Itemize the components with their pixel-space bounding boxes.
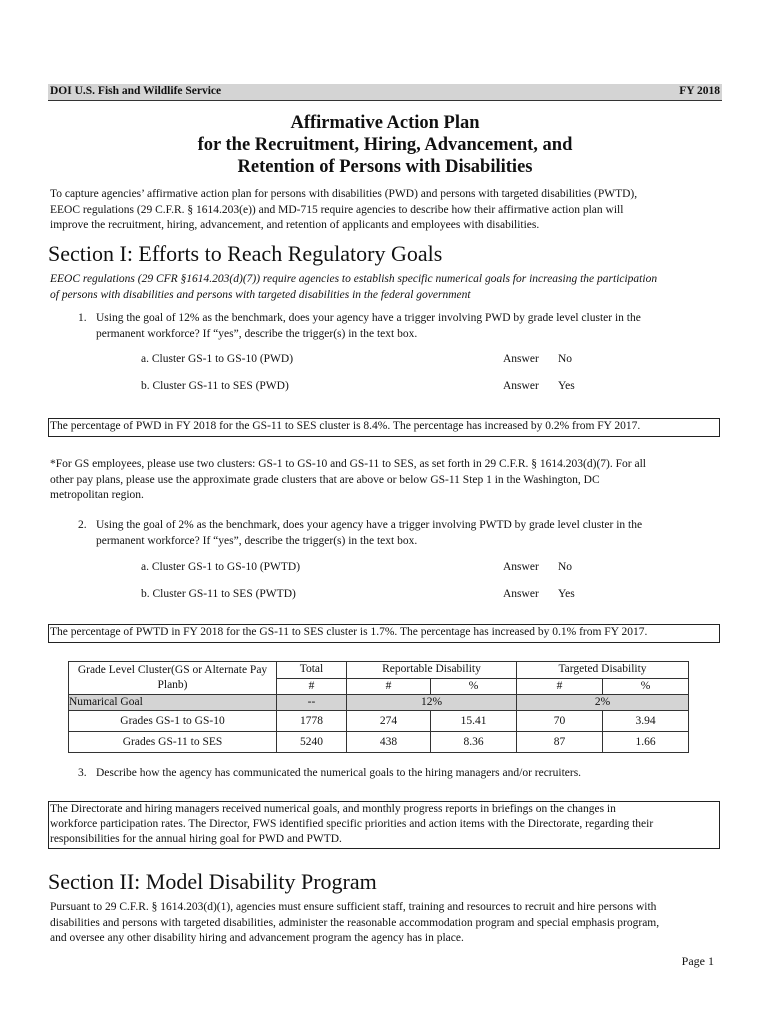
intro-line-2: EEOC regulations (29 C.F.R. § 1614.203(e)) and MD-715 require agencies to describe how their affirmative action plan will [50, 203, 624, 216]
agency-name: DOI U.S. Fish and Wildlife Service [50, 85, 222, 97]
subheader-reportable-pct: % [431, 678, 517, 695]
intro-line-1: To capture agencies’ affirmative action plan for persons with disabilities (PWD) and persons with targeted disabilities (PWTD), [50, 188, 638, 200]
question-3-number: 3. [78, 767, 87, 779]
question-1-line-1: Using the goal of 12% as the benchmark, does your agency have a trigger involving PWD by grade level cluster in the [96, 312, 641, 324]
title-line-2: for the Recruitment, Hiring, Advancement, and [197, 135, 573, 155]
q1-text-box[interactable]: The percentage of PWD in FY 2018 for the GS-11 to SES cluster is 8.4%. The percentage has increased by 0.2% from FY 2017. [48, 418, 720, 437]
goal-targeted: 2% [517, 695, 689, 711]
header-cluster-line-1: Grade Level Cluster(GS or Alternate Pay [77, 664, 268, 676]
section-2-line-1: Pursuant to 29 C.F.R. § 1614.203(d)(1), agencies must ensure sufficient staff, training and resources to recruit and hire persons with [50, 901, 657, 913]
q2-text-box[interactable]: The percentage of PWTD in FY 2018 for the GS-11 to SES cluster is 1.7%. The percentage has increased by 0.1% from FY 2017. [48, 624, 720, 643]
q3-box-line-1: The Directorate and hiring managers received numerical goals, and monthly progress reports in briefings on the changes in [50, 803, 616, 815]
section-2-heading: Section II: Model Disability Program [48, 869, 377, 894]
subheader-targeted-pct: % [603, 678, 689, 695]
row-cluster: Grades GS-11 to SES [69, 732, 277, 753]
question-1-line-2: permanent workforce? If “yes”, describe the trigger(s) in the text box. [96, 327, 418, 340]
q1-item-a-label: a. Cluster GS-1 to GS-10 (PWD) [141, 353, 294, 365]
question-1 [78, 311, 718, 343]
footnote-line-3: metropolitan region. [50, 489, 144, 501]
header-targeted: Targeted Disability [517, 662, 689, 679]
page-number: Page 1 [681, 954, 714, 968]
question-1-number: 1. [78, 312, 87, 324]
row-targeted-num[interactable]: 87 [517, 732, 603, 753]
document-title [0, 112, 770, 178]
question-2 [78, 518, 718, 550]
row-targeted-pct[interactable]: 3.94 [603, 711, 689, 732]
subheader-total-num: # [277, 678, 347, 695]
q3-box-line-2: workforce participation rates. The Director, FWS identified specific priorities and action items with the Directorate, regarding their [50, 818, 654, 830]
goal-label: Numarical Goal [69, 695, 277, 711]
table-row [69, 732, 689, 753]
q1-item-a-answer-label: Answer [503, 353, 539, 365]
numerical-goals-table [68, 661, 689, 753]
q2-item-b-answer[interactable]: Yes [558, 588, 575, 600]
q1-item-a-answer[interactable]: No [558, 353, 573, 365]
intro-line-3: improve the recruitment, hiring, advancement, and retention of applicants and employees with disabilities. [50, 219, 540, 231]
section-1-subtitle [50, 272, 722, 303]
question-3 [78, 766, 718, 782]
footnote-paragraph [50, 457, 722, 504]
q2-item-a-answer[interactable]: No [558, 561, 573, 573]
footnote-line-1: *For GS employees, please use two clusters: GS-1 to GS-10 and GS-11 to SES, as set forth in 29 C.F.R. § 1614.203(d)(7). For all [50, 458, 646, 470]
row-total[interactable]: 1778 [277, 711, 347, 732]
q3-text-box[interactable] [48, 801, 720, 849]
intro-paragraph [50, 187, 722, 234]
q2-item-b-answer-label: Answer [503, 588, 539, 600]
row-targeted-num[interactable]: 70 [517, 711, 603, 732]
section-2-line-2: disabilities and persons with targeted disabilities, administer the reasonable accommodation program and special emphasis program, [50, 916, 660, 929]
title-line-3: Retention of Persons with Disabilities [237, 157, 533, 177]
header-cluster-line-2: Planb) [157, 679, 188, 691]
q1-item-b-answer[interactable]: Yes [558, 380, 575, 392]
document-header-bar [48, 84, 722, 101]
section-1-subtitle-line-2: of persons with disabilities and persons with targeted disabilities in the federal government [50, 288, 471, 301]
row-reportable-pct[interactable]: 15.41 [431, 711, 517, 732]
question-2-number: 2. [78, 519, 87, 531]
goal-row [69, 695, 689, 711]
header-cluster [69, 662, 277, 695]
subheader-reportable-num: # [347, 678, 431, 695]
section-1-subtitle-line-1: EEOC regulations (29 CFR §1614.203(d)(7)) require agencies to establish specific numerical goals for increasing the participation [50, 273, 658, 285]
fiscal-year: FY 2018 [679, 85, 720, 97]
q2-item-b-label: b. Cluster GS-11 to SES (PWTD) [141, 588, 296, 600]
question-3-line-1: Describe how the agency has communicated the numerical goals to the hiring managers and/or recruiters. [96, 767, 582, 779]
section-2-line-3: and oversee any other disability hiring and advancement program the agency has in place. [50, 932, 464, 944]
q1-item-b-answer-label: Answer [503, 380, 539, 392]
question-2-line-1: Using the goal of 2% as the benchmark, does your agency have a trigger involving PWTD by grade level cluster in the [96, 519, 643, 531]
title-line-1: Affirmative Action Plan [290, 113, 480, 133]
q3-box-line-3: responsibilities for the annual hiring goal for PWD and PWTD. [50, 833, 342, 845]
subheader-targeted-num: # [517, 678, 603, 695]
section-1-heading: Section I: Efforts to Reach Regulatory Goals [48, 241, 443, 266]
row-cluster: Grades GS-1 to GS-10 [69, 711, 277, 732]
footnote-line-2: other pay plans, please use the approximate grade clusters that are above or below GS-11 Step 1 in the Washington, DC [50, 473, 600, 486]
row-reportable-num[interactable]: 438 [347, 732, 431, 753]
table-row [69, 711, 689, 732]
header-total: Total [277, 662, 347, 679]
q1-item-b-label: b. Cluster GS-11 to SES (PWD) [141, 380, 289, 392]
row-reportable-pct[interactable]: 8.36 [431, 732, 517, 753]
goal-reportable: 12% [347, 695, 517, 711]
q2-item-a-label: a. Cluster GS-1 to GS-10 (PWTD) [141, 561, 301, 573]
header-reportable: Reportable Disability [347, 662, 517, 679]
question-2-line-2: permanent workforce? If “yes”, describe the trigger(s) in the text box. [96, 534, 418, 547]
row-targeted-pct[interactable]: 1.66 [603, 732, 689, 753]
section-2-paragraph [50, 900, 722, 947]
goal-total: -- [277, 695, 347, 711]
row-total[interactable]: 5240 [277, 732, 347, 753]
row-reportable-num[interactable]: 274 [347, 711, 431, 732]
q2-item-a-answer-label: Answer [503, 561, 539, 573]
